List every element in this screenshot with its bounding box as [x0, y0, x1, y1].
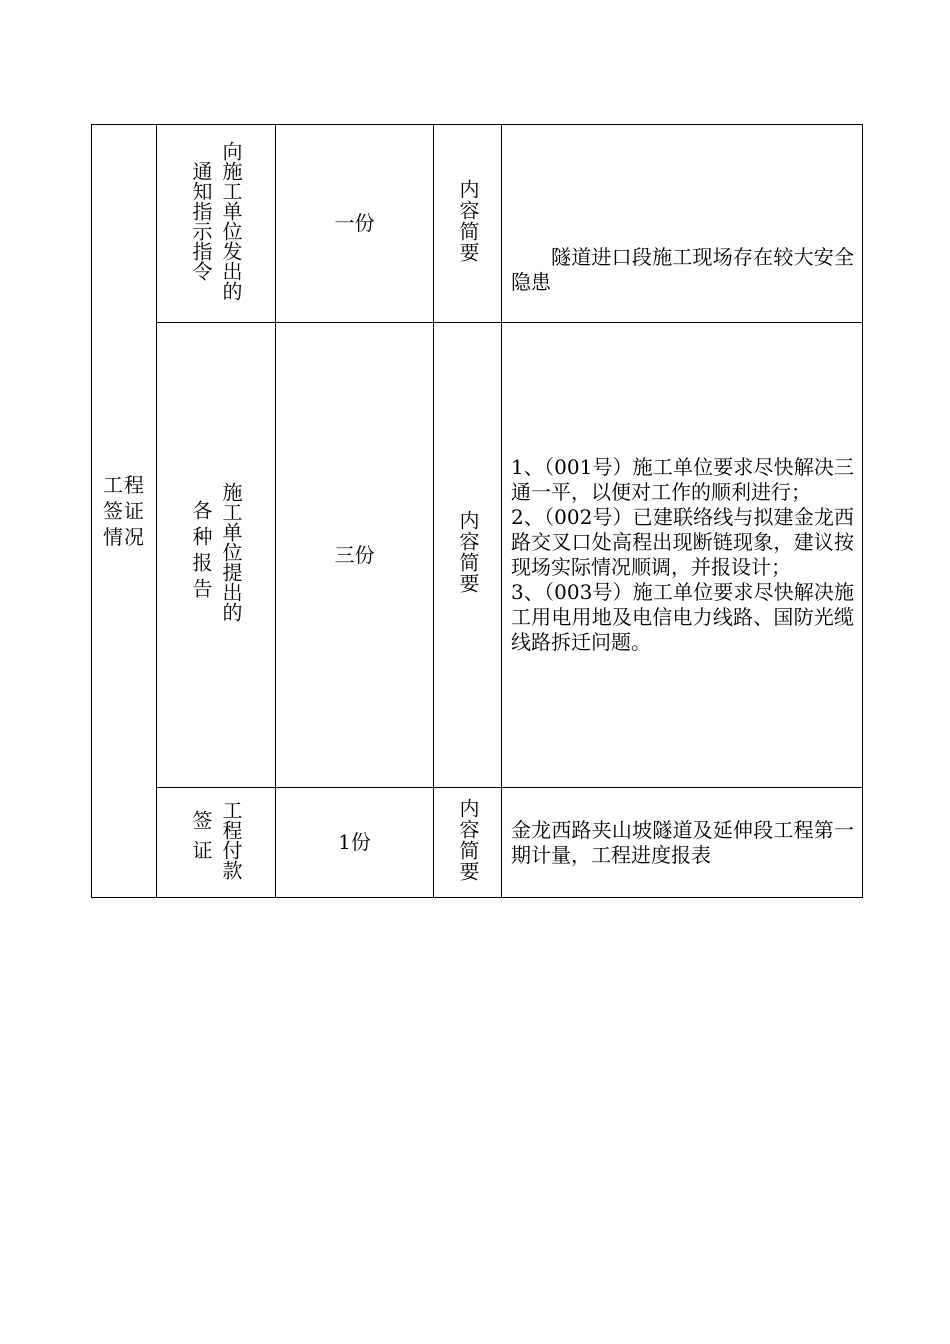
- count-cell: [276, 788, 434, 898]
- type-cell: [157, 323, 276, 788]
- content-summary-label: 内容简要: [456, 178, 480, 263]
- content-line: 3、（003号）施工单位要求尽快解决施工用电用地及电信电力线路、国防光缆线路拆迁问题。: [511, 580, 854, 654]
- table-row: [92, 125, 863, 323]
- table-row: [92, 323, 863, 788]
- count-value: 三份: [334, 542, 375, 567]
- content-cell: [502, 788, 863, 898]
- content-line: 1、（001号）施工单位要求尽快解决三通一平，以便对工作的顺利进行；: [511, 455, 854, 504]
- section-label: 工程签证情况: [103, 473, 145, 549]
- content-line: 金龙西路夹山坡隧道及延伸段工程第一期计量，工程进度报表: [511, 817, 854, 867]
- table-row: [92, 788, 863, 898]
- count-value: 一份: [334, 211, 375, 235]
- type-sub-text: 签证: [189, 809, 213, 870]
- type-sub-text: 各种报告: [189, 500, 213, 604]
- engineering-visa-table: [91, 124, 863, 898]
- label-cell: [434, 323, 502, 788]
- content-line: 2、（002号）已建联络线与拟建金龙西路交叉口处高程出现断链现象，建议按现场实际情况顺调，并报设计；: [511, 505, 854, 579]
- content-summary-label: 内容简要: [456, 510, 480, 594]
- section-label-cell: [92, 125, 157, 898]
- content-line: 隧道进口段施工现场存在较大安全隐患: [511, 245, 854, 294]
- count-value: 1份: [338, 830, 371, 854]
- type-main-text: 向施工单位发出的: [219, 140, 243, 301]
- type-sub-text: 通知指示指令: [189, 160, 213, 281]
- type-cell: [157, 788, 276, 898]
- type-cell: [157, 125, 276, 323]
- label-cell: [434, 788, 502, 898]
- count-cell: [276, 323, 434, 788]
- count-cell: [276, 125, 434, 323]
- content-cell: [502, 323, 863, 788]
- label-cell: [434, 125, 502, 323]
- type-main-text: 施工单位提出的: [219, 482, 243, 622]
- type-main-text: 工程付款: [219, 799, 243, 880]
- content-summary-label: 内容简要: [456, 797, 480, 882]
- content-cell: [502, 125, 863, 323]
